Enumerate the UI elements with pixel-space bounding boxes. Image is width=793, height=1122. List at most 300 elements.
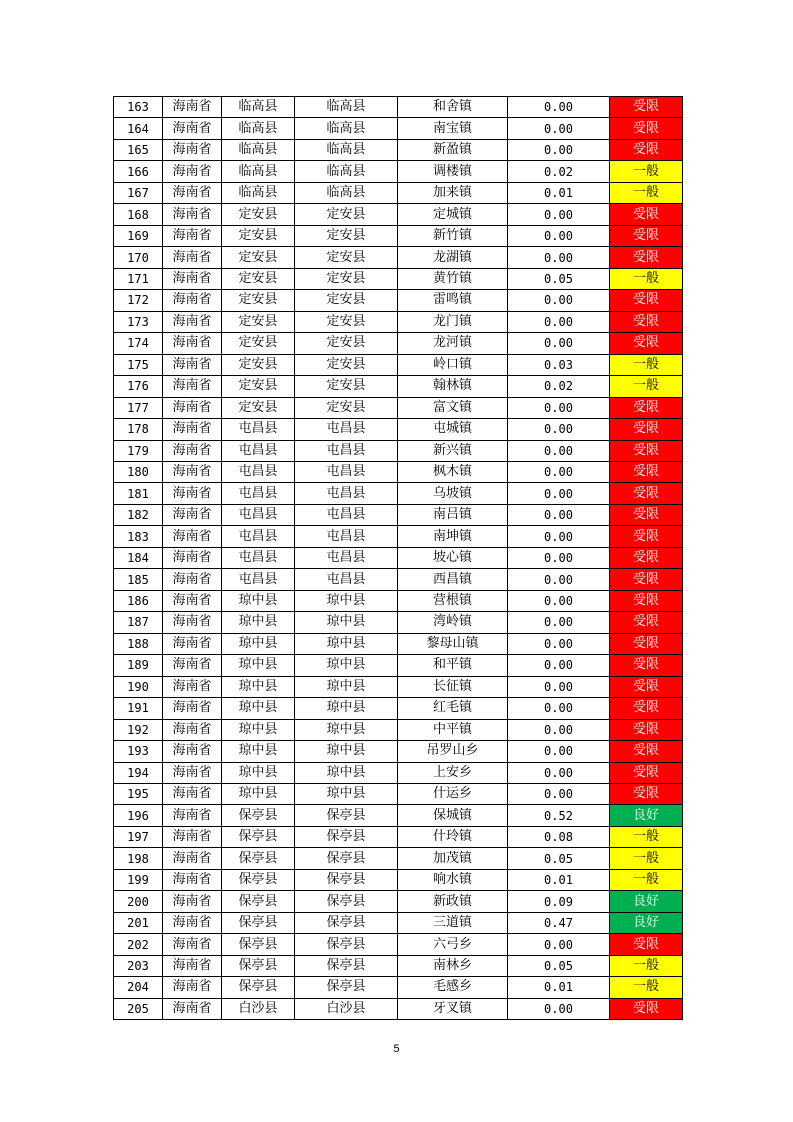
table-row	[114, 268, 683, 289]
city-cell: 琼中县	[222, 612, 295, 633]
table-row	[114, 139, 683, 160]
town-cell: 六弓乡	[398, 934, 508, 955]
value-cell: 0.00	[508, 333, 610, 354]
status-cell: 良好	[610, 912, 683, 933]
table-row	[114, 998, 683, 1019]
town-cell: 毛感乡	[398, 977, 508, 998]
province-cell: 海南省	[163, 655, 222, 676]
table-row	[114, 483, 683, 504]
city-cell: 屯昌县	[222, 569, 295, 590]
status-cell: 受限	[610, 311, 683, 332]
status-cell: 一般	[610, 826, 683, 847]
row-index-cell: 190	[114, 676, 163, 697]
row-index-cell: 205	[114, 998, 163, 1019]
row-index-cell: 192	[114, 719, 163, 740]
status-cell: 受限	[610, 419, 683, 440]
table-row	[114, 848, 683, 869]
city-cell: 琼中县	[222, 784, 295, 805]
value-cell: 0.00	[508, 139, 610, 160]
county-cell: 临高县	[295, 118, 398, 139]
county-cell: 定安县	[295, 247, 398, 268]
county-cell: 琼中县	[295, 676, 398, 697]
province-cell: 海南省	[163, 268, 222, 289]
county-cell: 定安县	[295, 397, 398, 418]
province-cell: 海南省	[163, 139, 222, 160]
row-index-cell: 199	[114, 869, 163, 890]
row-index-cell: 178	[114, 419, 163, 440]
town-cell: 什玲镇	[398, 826, 508, 847]
value-cell: 0.00	[508, 612, 610, 633]
row-index-cell: 197	[114, 826, 163, 847]
province-cell: 海南省	[163, 805, 222, 826]
county-cell: 临高县	[295, 97, 398, 118]
province-cell: 海南省	[163, 440, 222, 461]
province-cell: 海南省	[163, 998, 222, 1019]
city-cell: 琼中县	[222, 633, 295, 654]
status-cell: 受限	[610, 247, 683, 268]
county-cell: 定安县	[295, 268, 398, 289]
town-cell: 富文镇	[398, 397, 508, 418]
table-row	[114, 376, 683, 397]
city-cell: 琼中县	[222, 655, 295, 676]
town-cell: 屯城镇	[398, 419, 508, 440]
city-cell: 琼中县	[222, 676, 295, 697]
city-cell: 屯昌县	[222, 526, 295, 547]
county-cell: 琼中县	[295, 612, 398, 633]
city-cell: 临高县	[222, 97, 295, 118]
status-cell: 一般	[610, 376, 683, 397]
row-index-cell: 187	[114, 612, 163, 633]
row-index-cell: 175	[114, 354, 163, 375]
value-cell: 0.00	[508, 290, 610, 311]
row-index-cell: 196	[114, 805, 163, 826]
row-index-cell: 203	[114, 955, 163, 976]
county-cell: 琼中县	[295, 698, 398, 719]
town-cell: 南吕镇	[398, 504, 508, 525]
county-cell: 定安县	[295, 290, 398, 311]
county-cell: 屯昌县	[295, 547, 398, 568]
table-row	[114, 182, 683, 203]
data-table	[113, 96, 683, 1020]
city-cell: 保亭县	[222, 826, 295, 847]
town-cell: 龙河镇	[398, 333, 508, 354]
status-cell: 受限	[610, 698, 683, 719]
status-cell: 受限	[610, 504, 683, 525]
city-cell: 保亭县	[222, 869, 295, 890]
table-row	[114, 290, 683, 311]
status-cell: 受限	[610, 590, 683, 611]
value-cell: 0.00	[508, 934, 610, 955]
row-index-cell: 164	[114, 118, 163, 139]
town-cell: 响水镇	[398, 869, 508, 890]
town-cell: 坡心镇	[398, 547, 508, 568]
status-cell: 一般	[610, 161, 683, 182]
row-index-cell: 180	[114, 461, 163, 482]
province-cell: 海南省	[163, 290, 222, 311]
table-row	[114, 912, 683, 933]
province-cell: 海南省	[163, 225, 222, 246]
table-row	[114, 655, 683, 676]
province-cell: 海南省	[163, 354, 222, 375]
province-cell: 海南省	[163, 419, 222, 440]
table-row	[114, 934, 683, 955]
status-cell: 受限	[610, 676, 683, 697]
row-index-cell: 163	[114, 97, 163, 118]
county-cell: 屯昌县	[295, 483, 398, 504]
city-cell: 屯昌县	[222, 440, 295, 461]
city-cell: 保亭县	[222, 805, 295, 826]
province-cell: 海南省	[163, 97, 222, 118]
value-cell: 0.52	[508, 805, 610, 826]
province-cell: 海南省	[163, 547, 222, 568]
row-index-cell: 188	[114, 633, 163, 654]
value-cell: 0.00	[508, 483, 610, 504]
status-cell: 一般	[610, 869, 683, 890]
province-cell: 海南省	[163, 376, 222, 397]
status-cell: 受限	[610, 333, 683, 354]
province-cell: 海南省	[163, 569, 222, 590]
province-cell: 海南省	[163, 891, 222, 912]
value-cell: 0.00	[508, 440, 610, 461]
table-row	[114, 891, 683, 912]
value-cell: 0.00	[508, 590, 610, 611]
county-cell: 屯昌县	[295, 504, 398, 525]
value-cell: 0.09	[508, 891, 610, 912]
value-cell: 0.00	[508, 419, 610, 440]
status-cell: 受限	[610, 290, 683, 311]
city-cell: 定安县	[222, 354, 295, 375]
town-cell: 乌坡镇	[398, 483, 508, 504]
county-cell: 定安县	[295, 204, 398, 225]
province-cell: 海南省	[163, 333, 222, 354]
table-row	[114, 977, 683, 998]
province-cell: 海南省	[163, 612, 222, 633]
city-cell: 琼中县	[222, 698, 295, 719]
value-cell: 0.00	[508, 504, 610, 525]
city-cell: 定安县	[222, 397, 295, 418]
value-cell: 0.00	[508, 118, 610, 139]
status-cell: 受限	[610, 612, 683, 633]
row-index-cell: 183	[114, 526, 163, 547]
table-row	[114, 311, 683, 332]
table-row	[114, 762, 683, 783]
value-cell: 0.00	[508, 569, 610, 590]
value-cell: 0.02	[508, 161, 610, 182]
province-cell: 海南省	[163, 118, 222, 139]
town-cell: 湾岭镇	[398, 612, 508, 633]
status-cell: 受限	[610, 655, 683, 676]
province-cell: 海南省	[163, 719, 222, 740]
city-cell: 保亭县	[222, 955, 295, 976]
city-cell: 保亭县	[222, 848, 295, 869]
status-cell: 受限	[610, 225, 683, 246]
town-cell: 龙湖镇	[398, 247, 508, 268]
value-cell: 0.01	[508, 869, 610, 890]
value-cell: 0.08	[508, 826, 610, 847]
page-number: 5	[393, 1043, 400, 1055]
status-cell: 受限	[610, 547, 683, 568]
city-cell: 定安县	[222, 290, 295, 311]
row-index-cell: 200	[114, 891, 163, 912]
status-cell: 受限	[610, 569, 683, 590]
city-cell: 保亭县	[222, 891, 295, 912]
town-cell: 新竹镇	[398, 225, 508, 246]
city-cell: 定安县	[222, 268, 295, 289]
table-row	[114, 719, 683, 740]
table-row	[114, 526, 683, 547]
value-cell: 0.00	[508, 676, 610, 697]
table-row	[114, 869, 683, 890]
row-index-cell: 194	[114, 762, 163, 783]
county-cell: 定安县	[295, 354, 398, 375]
city-cell: 定安县	[222, 311, 295, 332]
status-cell: 受限	[610, 461, 683, 482]
table-row	[114, 805, 683, 826]
town-cell: 吊罗山乡	[398, 741, 508, 762]
province-cell: 海南省	[163, 397, 222, 418]
status-cell: 良好	[610, 805, 683, 826]
row-index-cell: 169	[114, 225, 163, 246]
county-cell: 屯昌县	[295, 440, 398, 461]
city-cell: 白沙县	[222, 998, 295, 1019]
province-cell: 海南省	[163, 676, 222, 697]
town-cell: 西昌镇	[398, 569, 508, 590]
county-cell: 屯昌县	[295, 419, 398, 440]
value-cell: 0.00	[508, 311, 610, 332]
status-cell: 一般	[610, 354, 683, 375]
value-cell: 0.03	[508, 354, 610, 375]
table-row	[114, 612, 683, 633]
county-cell: 保亭县	[295, 805, 398, 826]
county-cell: 保亭县	[295, 826, 398, 847]
row-index-cell: 198	[114, 848, 163, 869]
row-index-cell: 177	[114, 397, 163, 418]
city-cell: 定安县	[222, 225, 295, 246]
county-cell: 临高县	[295, 182, 398, 203]
row-index-cell: 170	[114, 247, 163, 268]
table-row	[114, 676, 683, 697]
table-row	[114, 161, 683, 182]
status-cell: 一般	[610, 848, 683, 869]
status-cell: 受限	[610, 397, 683, 418]
province-cell: 海南省	[163, 934, 222, 955]
town-cell: 红毛镇	[398, 698, 508, 719]
value-cell: 0.00	[508, 247, 610, 268]
province-cell: 海南省	[163, 247, 222, 268]
town-cell: 枫木镇	[398, 461, 508, 482]
value-cell: 0.00	[508, 461, 610, 482]
row-index-cell: 171	[114, 268, 163, 289]
status-cell: 一般	[610, 977, 683, 998]
city-cell: 屯昌县	[222, 504, 295, 525]
table-row	[114, 826, 683, 847]
row-index-cell: 165	[114, 139, 163, 160]
row-index-cell: 181	[114, 483, 163, 504]
city-cell: 定安县	[222, 333, 295, 354]
status-cell: 受限	[610, 139, 683, 160]
town-cell: 黎母山镇	[398, 633, 508, 654]
province-cell: 海南省	[163, 762, 222, 783]
town-cell: 南林乡	[398, 955, 508, 976]
table-row	[114, 784, 683, 805]
status-cell: 良好	[610, 891, 683, 912]
province-cell: 海南省	[163, 784, 222, 805]
town-cell: 南宝镇	[398, 118, 508, 139]
row-index-cell: 201	[114, 912, 163, 933]
county-cell: 保亭县	[295, 869, 398, 890]
table-row	[114, 741, 683, 762]
province-cell: 海南省	[163, 161, 222, 182]
table-row	[114, 440, 683, 461]
county-cell: 屯昌县	[295, 526, 398, 547]
town-cell: 和平镇	[398, 655, 508, 676]
city-cell: 定安县	[222, 204, 295, 225]
row-index-cell: 172	[114, 290, 163, 311]
row-index-cell: 173	[114, 311, 163, 332]
row-index-cell: 179	[114, 440, 163, 461]
county-cell: 屯昌县	[295, 569, 398, 590]
city-cell: 琼中县	[222, 741, 295, 762]
table-row	[114, 698, 683, 719]
province-cell: 海南省	[163, 590, 222, 611]
status-cell: 受限	[610, 633, 683, 654]
value-cell: 0.00	[508, 998, 610, 1019]
status-cell: 受限	[610, 934, 683, 955]
province-cell: 海南省	[163, 912, 222, 933]
city-cell: 临高县	[222, 118, 295, 139]
value-cell: 0.00	[508, 547, 610, 568]
city-cell: 琼中县	[222, 762, 295, 783]
town-cell: 和舍镇	[398, 97, 508, 118]
town-cell: 加来镇	[398, 182, 508, 203]
town-cell: 调楼镇	[398, 161, 508, 182]
row-index-cell: 166	[114, 161, 163, 182]
status-cell: 受限	[610, 719, 683, 740]
row-index-cell: 193	[114, 741, 163, 762]
county-cell: 保亭县	[295, 912, 398, 933]
province-cell: 海南省	[163, 869, 222, 890]
status-cell: 受限	[610, 998, 683, 1019]
province-cell: 海南省	[163, 311, 222, 332]
town-cell: 保城镇	[398, 805, 508, 826]
city-cell: 定安县	[222, 247, 295, 268]
county-cell: 保亭县	[295, 977, 398, 998]
town-cell: 营根镇	[398, 590, 508, 611]
city-cell: 琼中县	[222, 719, 295, 740]
town-cell: 新政镇	[398, 891, 508, 912]
county-cell: 琼中县	[295, 719, 398, 740]
town-cell: 三道镇	[398, 912, 508, 933]
county-cell: 琼中县	[295, 784, 398, 805]
table-row	[114, 419, 683, 440]
province-cell: 海南省	[163, 741, 222, 762]
province-cell: 海南省	[163, 526, 222, 547]
status-cell: 一般	[610, 268, 683, 289]
value-cell: 0.00	[508, 784, 610, 805]
table-row	[114, 225, 683, 246]
town-cell: 什运乡	[398, 784, 508, 805]
table-row	[114, 504, 683, 525]
city-cell: 屯昌县	[222, 547, 295, 568]
value-cell: 0.05	[508, 848, 610, 869]
city-cell: 屯昌县	[222, 419, 295, 440]
table-row	[114, 97, 683, 118]
county-cell: 定安县	[295, 225, 398, 246]
status-cell: 受限	[610, 526, 683, 547]
city-cell: 保亭县	[222, 912, 295, 933]
province-cell: 海南省	[163, 182, 222, 203]
county-cell: 保亭县	[295, 934, 398, 955]
status-cell: 受限	[610, 741, 683, 762]
table-row	[114, 569, 683, 590]
value-cell: 0.00	[508, 655, 610, 676]
status-cell: 受限	[610, 483, 683, 504]
town-cell: 岭口镇	[398, 354, 508, 375]
county-cell: 保亭县	[295, 891, 398, 912]
town-cell: 龙门镇	[398, 311, 508, 332]
county-cell: 保亭县	[295, 955, 398, 976]
status-cell: 受限	[610, 204, 683, 225]
city-cell: 屯昌县	[222, 461, 295, 482]
row-index-cell: 202	[114, 934, 163, 955]
row-index-cell: 195	[114, 784, 163, 805]
value-cell: 0.05	[508, 955, 610, 976]
row-index-cell: 167	[114, 182, 163, 203]
value-cell: 0.02	[508, 376, 610, 397]
table-row	[114, 333, 683, 354]
county-cell: 定安县	[295, 376, 398, 397]
county-cell: 琼中县	[295, 633, 398, 654]
status-cell: 受限	[610, 784, 683, 805]
value-cell: 0.05	[508, 268, 610, 289]
town-cell: 长征镇	[398, 676, 508, 697]
town-cell: 新盈镇	[398, 139, 508, 160]
city-cell: 临高县	[222, 182, 295, 203]
city-cell: 临高县	[222, 139, 295, 160]
city-cell: 定安县	[222, 376, 295, 397]
table-row	[114, 461, 683, 482]
town-cell: 上安乡	[398, 762, 508, 783]
county-cell: 定安县	[295, 333, 398, 354]
row-index-cell: 176	[114, 376, 163, 397]
county-cell: 保亭县	[295, 848, 398, 869]
status-cell: 受限	[610, 440, 683, 461]
province-cell: 海南省	[163, 826, 222, 847]
value-cell: 0.00	[508, 698, 610, 719]
town-cell: 翰林镇	[398, 376, 508, 397]
value-cell: 0.00	[508, 741, 610, 762]
value-cell: 0.00	[508, 762, 610, 783]
value-cell: 0.47	[508, 912, 610, 933]
value-cell: 0.00	[508, 97, 610, 118]
value-cell: 0.01	[508, 182, 610, 203]
town-cell: 南坤镇	[398, 526, 508, 547]
county-cell: 琼中县	[295, 655, 398, 676]
province-cell: 海南省	[163, 504, 222, 525]
row-index-cell: 185	[114, 569, 163, 590]
row-index-cell: 191	[114, 698, 163, 719]
value-cell: 0.00	[508, 719, 610, 740]
row-index-cell: 184	[114, 547, 163, 568]
table-row	[114, 247, 683, 268]
town-cell: 黄竹镇	[398, 268, 508, 289]
town-cell: 雷鸣镇	[398, 290, 508, 311]
table-row	[114, 204, 683, 225]
city-cell: 屯昌县	[222, 483, 295, 504]
town-cell: 牙叉镇	[398, 998, 508, 1019]
table-row	[114, 955, 683, 976]
county-cell: 琼中县	[295, 590, 398, 611]
